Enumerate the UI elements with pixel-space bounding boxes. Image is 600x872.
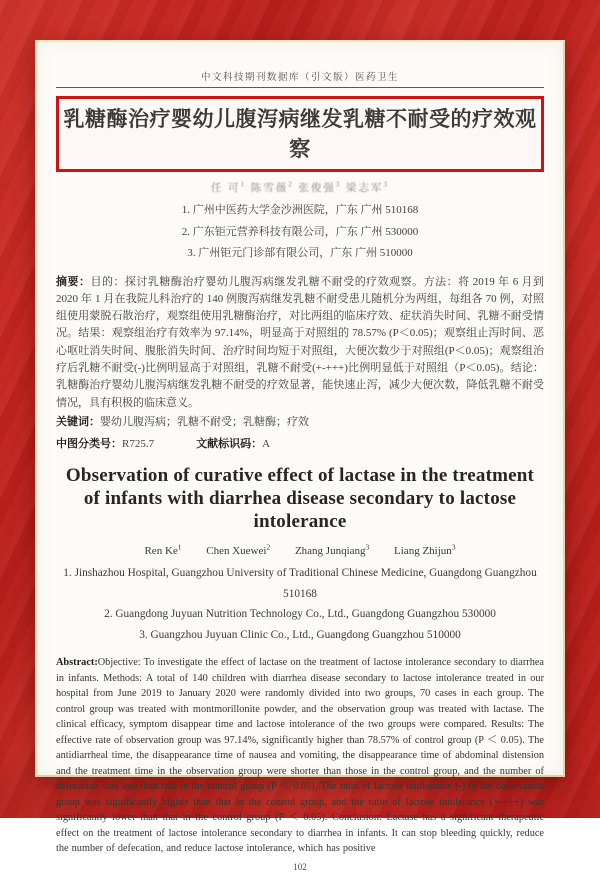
clc-label: 中图分类号： [56, 437, 122, 451]
abstract-en [56, 655, 544, 857]
author-name: 梁志军$^3$ [346, 180, 389, 194]
author-affiliation-superscript: 2 [266, 542, 271, 552]
authors-en [56, 542, 544, 557]
page-number: 102 [293, 861, 307, 872]
abstract-cn-label: 摘要： [56, 274, 91, 288]
authors-cn [56, 180, 544, 195]
keywords-text: 婴幼儿腹泻病；乳糖不耐受；乳糖酶；疗效 [100, 415, 309, 428]
header-divider-line [56, 87, 544, 88]
affiliation-line: 3. Guangzhou Juyuan Clinic Co., Ltd., Guangdong Guangzhou 510000 [139, 629, 461, 642]
doc-code-value: A [262, 438, 271, 451]
affiliation-line: 1. 广州中医药大学金沙洲医院，广东 广州 510168 [181, 204, 419, 216]
author-affiliation-superscript: 1 [240, 180, 247, 189]
abstract-cn [56, 273, 544, 412]
affiliations-cn [56, 200, 544, 265]
affiliation-line: 2. 广东钜元营养科技有限公司，广东 广州 530000 [181, 225, 419, 238]
article-title-cn: 乳糖酶治疗婴幼儿腹泻病继发乳糖不耐受的疗效观察 [63, 107, 537, 161]
article-title-en-line1: Observation of curative effect of lactase in the treatment [65, 465, 535, 487]
keywords-line [56, 413, 544, 431]
author-affiliation-superscript: 3 [451, 542, 456, 552]
abstract-en-label: Abstract: [56, 657, 98, 669]
article-title-en-line2: of infants with diarrhea disease secondary to lactose [83, 488, 517, 510]
author-name: Liang Zhijun$^3$ [394, 542, 456, 557]
doc-code-label: 文献标识码： [196, 437, 263, 451]
affiliation-line: 3. 广州钜元门诊部有限公司，广东 广州 510000 [187, 247, 413, 259]
article-title-cn-box [56, 96, 544, 172]
article-title-en-line3: intolerance [253, 511, 347, 533]
paper-content [37, 69, 563, 872]
author-affiliation-superscript: 3 [383, 180, 389, 189]
journal-database-header: 中文科技期刊数据库（引文版）医药卫生 [200, 73, 399, 83]
author-name: 任 可$^1$ [211, 180, 247, 194]
author-affiliation-superscript: 3 [365, 542, 370, 552]
author-name: 张俊强$^3$ [298, 180, 342, 194]
keywords-label: 关键词： [56, 414, 100, 428]
author-affiliation-superscript: 2 [288, 180, 294, 189]
author-name: Chen Xuewei$^2$ [206, 542, 271, 557]
author-name: Ren Ke$^1$ [144, 542, 182, 557]
abstract-cn-text: 目的：探讨乳糖酶治疗婴幼儿腹泻病继发乳糖不耐受的疗效观察。方法：将 2019 年 6 月到 2020 年 1 月在我院儿科治疗的 140 例腹泻病继发乳糖不耐受患儿随机分为两组，每组各 70 例，对照组使用蒙脱石散治疗，观察组使用乳糖酶治疗，对比两组的临床疗效、症状消失时间、乳糖不耐受情况。结果：观察组治疗有效率为 97.14%，明显高于对照组的 78.57% (P＜0.05)；观察组止泻时间、恶心呕吐消失时间、腹胀消失时间、治疗时间均短于对照组，大便次数少于对照组(P＜0.05)；观察组治疗后乳糖不耐受(-)比例明显高于对照组，乳糖不耐受(+-+++)比例明显低于对照组（P＜0.05)。结论：乳糖酶治疗婴幼儿腹泻病继发乳糖不耐受的疗效显著，能快速止泻，减少大便次数，降低乳糖不耐受情况，具有积极的临床意义。 [56, 275, 545, 409]
paper-page [35, 40, 565, 872]
abstract-en-text: Objective: To investigate the effect of lactase on the treatment of lactose intolerance secondary to diarrhea in infants. Methods: A total of 140 children with diarrhea disease secondary to lactose intolerance treated in our hospital from June 2019 to January 2020 were randomly divided into two groups, 70 cases in each group. The control group was treated with montmorillonite powder, and the observation group was treated with lactase. The clinical efficacy, symptom disappear time and lactose intolerance of the two groups were compared. Results: The effective rate of observation group was 97.14%, significantly higher than 78.57% of control group (P ＜ 0.05). The antidiarrheal time, the disappearance time of nausea and vomiting, the disappearance time of abdominal distension and the treatment time in the observation group were shorter than those in the control group, and the number of defecation was less than that in the control group (P ＜ 0.05). The ratio of lactose intolerance (-) in the observation group was significantly higher than that in the control group, and the ratio of lactose intolerance (+-+++) was significantly lower than that in the control group (P ＜ 0.05). Conclusion: Lactase has a significant therapeutic effect on the treatment of lactose intolerance secondary to diarrhea in infants. It can stop bleeding quickly, reduce the number of defecation, and reduce lactose intolerance, which has positive [56, 657, 544, 855]
affiliation-line: 2. Guangdong Juyuan Nutrition Technology Co., Ltd., Guangdong Guangzhou 530000 [104, 608, 496, 621]
author-name: Zhang Junqiang$^3$ [294, 542, 370, 557]
article-title-en [56, 464, 544, 533]
clc-value: R725.7 [122, 438, 155, 451]
author-affiliation-superscript: 3 [335, 180, 342, 189]
author-affiliation-superscript: 1 [177, 542, 182, 552]
classification-line [56, 435, 544, 451]
affiliations-en [56, 563, 544, 646]
author-name: 陈雪薇$^2$ [250, 180, 294, 194]
affiliation-line: 1. Jinshazhou Hospital, Guangzhou University of Traditional Chinese Medicine, Guangdong Guangzhou 510168 [63, 566, 537, 600]
